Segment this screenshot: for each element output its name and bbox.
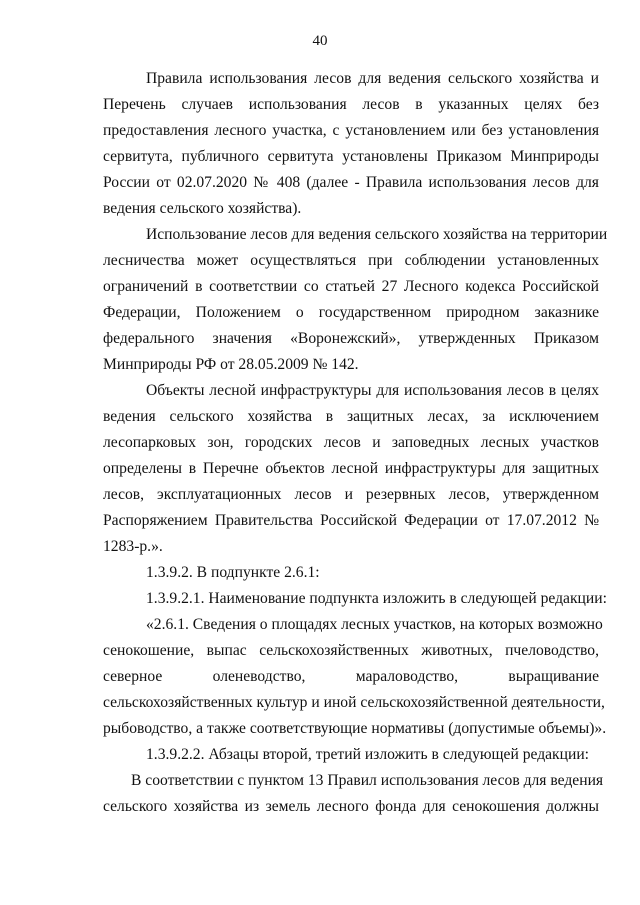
text-line: России от 02.07.2020 № 408 (далее - Правила использования лесов для [103,174,599,191]
text-line: федерального значения «Воронежский», утвержденных Приказом [103,330,599,347]
text-line: Перечень случаев использования лесов в указанных целях без [103,96,599,113]
text-line: Федерации, Положением о государственном природном заказнике [103,304,599,321]
text-line: 1.3.9.2.1. Наименование подпункта изложить в следующей редакции: [146,590,607,607]
text-line: северное оленеводство, мараловодство, выращивание [103,668,599,685]
text-line: ограничений в соответствии со статьей 27 Лесного кодекса Российской [103,278,599,295]
text-line: В соответствии с пунктом 13 Правил использования лесов для ведения [131,772,604,789]
text-line: 1283-р.». [103,538,163,555]
text-line: сервитута, публичного сервитута установлены Приказом Минприроды [103,148,599,165]
text-line: предоставления лесного участка, с установлением или без установления [103,122,599,139]
text-line: сельского хозяйства из земель лесного фонда для сенокошения должны [103,798,599,815]
text-line: ведения сельского хозяйства в защитных лесах, за исключением [103,408,599,425]
text-line: сенокошение, выпас сельскохозяйственных животных, пчеловодство, [103,642,599,659]
text-line: рыбоводство, а также соответствующие нормативы (допустимые объемы)». [103,720,607,737]
text-line: лесов, эксплуатационных лесов и резервных лесов, утвержденном [103,486,599,503]
text-line: «2.6.1. Сведения о площадях лесных участков, на которых возможно [146,616,603,633]
text-line: Правила использования лесов для ведения сельского хозяйства и [146,70,599,87]
text-line: сельскохозяйственных культур и иной сельскохозяйственной деятельности, [103,694,605,711]
text-line: лесничества может осуществляться при соблюдении установленных [103,252,599,269]
text-line: ведения сельского хозяйства). [103,200,302,217]
text-line: 1.3.9.2. В подпункте 2.6.1: [146,564,320,581]
page-number: 40 [312,33,328,49]
text-line: лесопарковых зон, городских лесов и заповедных лесных участков [103,434,599,451]
text-line: определены в Перечне объектов лесной инфраструктуры для защитных [103,460,599,477]
text-line: Распоряжением Правительства Российской Федерации от 17.07.2012 № [103,512,599,529]
text-line: Объекты лесной инфраструктуры для использования лесов в целях [146,382,599,399]
text-line: 1.3.9.2.2. Абзацы второй, третий изложить в следующей редакции: [146,746,590,763]
text-line: Использование лесов для ведения сельского хозяйства на территории [146,226,608,243]
text-line: Минприроды РФ от 28.05.2009 № 142. [103,356,359,373]
